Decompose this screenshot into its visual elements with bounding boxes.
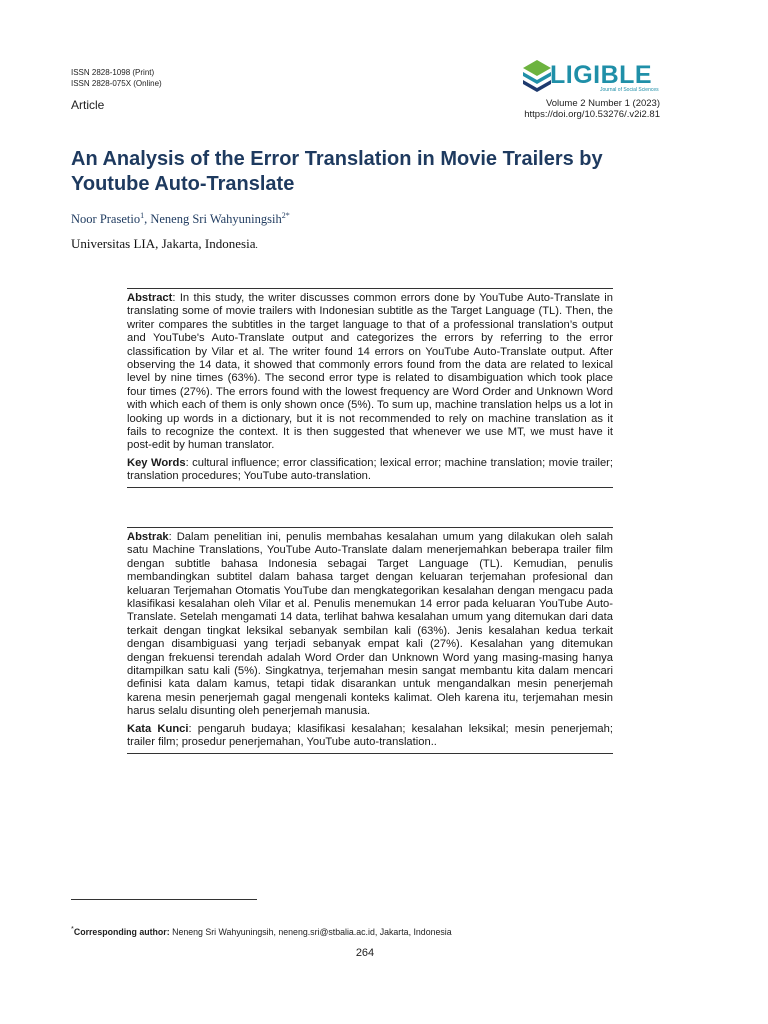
author-separator: ,	[144, 212, 151, 227]
volume-number: Volume 2 Number 1 (2023)	[545, 98, 660, 109]
page-number: 264	[355, 947, 375, 959]
footnote-mark: *	[71, 924, 74, 933]
issn-print: ISSN 2828-1098 (Print)	[71, 68, 155, 77]
author-name: Noor Prasetio	[71, 212, 141, 227]
abstract-label: Abstract	[127, 292, 173, 304]
footnote	[71, 924, 452, 937]
keywords-paragraph	[127, 457, 613, 484]
journal-logo	[520, 56, 662, 96]
issn-online: ISSN 2828-075X (Online)	[71, 78, 162, 88]
journal-logo-icon	[520, 58, 554, 92]
abstract-paragraph	[127, 292, 613, 453]
paper-title: An Analysis of the Error Translation in Movie Trailers by Youtube Auto-Translate	[71, 148, 603, 195]
affiliation-end: .	[255, 240, 258, 250]
kata-kunci-label: Kata Kunci	[127, 722, 189, 735]
affiliation-text: Universitas LIA, Jakarta, Indonesia	[71, 236, 256, 251]
footnote-label: Corresponding author:	[73, 926, 170, 937]
journal-logo-text: LIGIBLE	[550, 61, 653, 89]
kata-kunci-text: : pengaruh budaya; klasifikasi kesalahan; kesalahan leksikal; mesin penerjemah; trailer film; prosedur penerjemahan, YouTube auto-translation..	[127, 722, 613, 749]
author-name: Neneng Sri Wahyuningsih	[150, 212, 282, 227]
kata-kunci-paragraph	[127, 723, 613, 750]
footnote-divider	[71, 899, 257, 900]
keywords-label: Key Words	[127, 456, 186, 469]
abstract-text: : In this study, the writer discusses common errors done by YouTube Auto-Translate in translating some of movie trailers with Indonesian subtitle as the Target Language (TL). Then, the writer compares the subtitles in the target language to that of a professional translation’s output and YouTube's Auto-Translate output and categorizes the errors by referring to the error classification by Vilar et al. The writer found 14 errors on YouTube Auto-Translate output. After observing the 14 data, it showed that commonly errors found from the data are related to lexical level by nine times (63%). The second error type is related to disambiguation which took place four times (27%). The errors found with the lowest frequency are Word Order and Unknown Word with which each of them is only shown once (5%). To sum up, machine translation helps us a lot in looking up words in a dictionary, but it is not recommended to rely on machine translation as it fails to recognize the context. It is then suggested that whenever we use MT, we must have it post-edit by human translator.	[127, 292, 613, 452]
author-affiliation-sup: 2	[281, 211, 286, 220]
author-list	[71, 211, 290, 227]
abstract-english	[127, 288, 613, 488]
abstrak-text: : Dalam penelitian ini, penulis membahas kesalahan umum yang dilakukan oleh salah satu Machine Translations, YouTube Auto-Translate dalam menerjemahkan beberapa trailer film dengan subtitle bahasa Indonesia sebagai Target Language (TL). Kemudian, penulis membandingkan subtitel dalam bahasa target dengan keluaran terjemahan profesional dan keluaran Terjemahan Otomatis YouTube dan mengkategorikan kesalahan dengan mengacu pada klasifikasi kesalahan oleh Vilar et al. Penulis menemukan 14 error pada keluaran YouTube Auto-Translate. Setelah mengamati 14 data, terlihat bahwa kesalahan umum yang ditemukan dari data terkait dengan tingkat leksikal sebanyak sembilan kali (63%). Jenis kesalahan kedua terkait dengan disambiguasi yang terjadi sebanyak empat kali (27%). Kesalahan yang ditemukan dengan frekuensi terendah adalah Word Order dan Unknown Word yang masing-masing hanya ditampilkan satu kali (5%). Singkatnya, terjemahan mesin sangat membantu kita dalam mencari definisi kata dalam kamus, tetapi tidak disarankan untuk mengandalkan mesin penerjemah karena mesin penerjemah gagal mengenali konteks kalimat. Oleh karena itu, terjemahan mesin harus selalu disunting oleh penerjemah manusia.	[127, 531, 613, 718]
issn-block	[71, 68, 162, 89]
corresponding-author-mark: *	[285, 211, 290, 220]
affiliation	[71, 236, 258, 252]
abstract-indonesian	[127, 527, 613, 754]
article-type: Article	[71, 98, 105, 112]
keywords-text: : cultural influence; error classification; lexical error; machine translation; movie trailer; translation procedures; YouTube auto-translation.	[127, 456, 613, 483]
doi-link[interactable]: https://doi.org/10.53276/.v2i2.81	[524, 109, 660, 120]
author-affiliation-sup: 1	[140, 211, 145, 220]
journal-logo-tagline: Journal of Social Sciences	[600, 87, 659, 93]
abstrak-label: Abstrak	[127, 531, 169, 543]
abstrak-paragraph	[127, 531, 613, 719]
volume-info	[524, 98, 660, 120]
footnote-text: Neneng Sri Wahyuningsih, neneng.sri@stbalia.ac.id, Jakarta, Indonesia	[169, 926, 452, 937]
